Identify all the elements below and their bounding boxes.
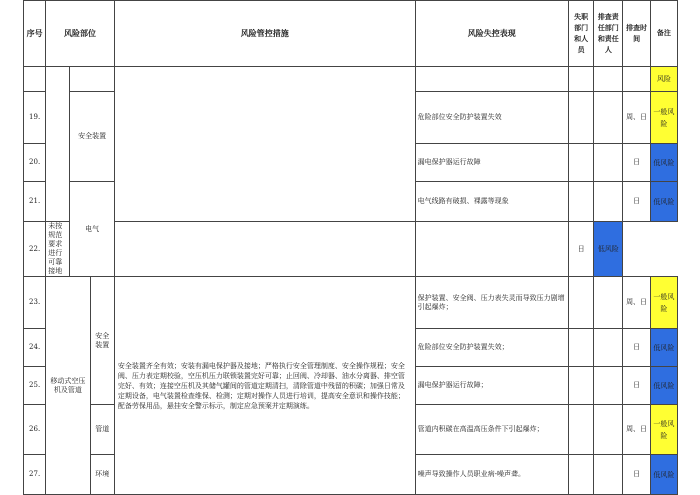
risk-badge: 低风险	[650, 329, 677, 367]
failure-cell: 管道内积碳在高温高压条件下引起爆炸；	[415, 405, 568, 455]
header-staff: 失职部门和人员	[568, 1, 593, 67]
group-electrical: 电气	[70, 182, 114, 277]
risk-badge: 一般风险	[650, 92, 677, 144]
table-row	[24, 67, 678, 92]
seq-cell: 21.	[24, 182, 46, 222]
seq-cell: 22.	[24, 222, 46, 277]
failure-cell: 噪声导致操作人员职业病-噪声聋。	[415, 455, 568, 495]
group-pipeline: 管道	[90, 405, 114, 455]
risk-badge: 风险	[650, 67, 677, 92]
header-risk-area: 风险部位	[46, 1, 115, 67]
risk-badge: 一般风险	[650, 405, 677, 455]
time-cell: 日	[623, 144, 650, 182]
time-cell: 日	[623, 367, 650, 405]
measures-cell-upper	[114, 67, 415, 222]
time-cell: 日	[568, 222, 593, 277]
seq-cell: 26.	[24, 405, 46, 455]
header-remark: 备注	[650, 1, 677, 67]
failure-cell: 漏电保护器运行故障	[415, 144, 568, 182]
risk-badge: 低风险	[650, 367, 677, 405]
time-cell: 日	[623, 455, 650, 495]
failure-cell: 漏电保护器运行故障；	[415, 367, 568, 405]
table-row	[24, 277, 678, 329]
failure-cell: 未按规范要求进行可靠接地	[46, 222, 70, 277]
group-safety-device: 安全装置	[70, 92, 114, 182]
group-safety-device: 安全装置	[90, 277, 114, 405]
header-seq: 序号	[24, 1, 46, 67]
risk-badge: 低风险	[650, 144, 677, 182]
risk-badge: 一般风险	[650, 277, 677, 329]
seq-cell: 19.	[24, 92, 46, 144]
risk-badge: 低风险	[594, 222, 623, 277]
failure-cell: 危险部位安全防护装置失效；	[415, 329, 568, 367]
seq-cell: 20.	[24, 144, 46, 182]
group-environment: 环境	[90, 455, 114, 495]
risk-badge: 低风险	[650, 455, 677, 495]
shared-measures-cell: 安全装置齐全有效；安装有漏电保护器及接地；严格执行安全管理制度、安全操作规程；安全阀、压力表定期校验，空压机压力联锁装置完好可靠；止回阀、冷却器、油水分离器、排空管完好、有效；连接空压机及其储气罐间的管道定期清扫，清除管道中残留的积碳；加强日常及定期设备，电气装置检查维保、检测；定期对操作人员进行培训，提高安全意识和操作技能；配备劳保用品，悬挂安全警示标示，制定应急预案并定期演练。	[114, 277, 415, 495]
risk-control-table	[23, 0, 678, 495]
failure-cell: 危险部位安全防护装置失效	[415, 92, 568, 144]
seq-cell: 25.	[24, 367, 46, 405]
time-cell: 周、日	[623, 277, 650, 329]
table-row	[24, 222, 678, 277]
time-cell: 日	[623, 329, 650, 367]
time-cell: 日	[623, 182, 650, 222]
seq-cell: 23.	[24, 277, 46, 329]
risk-badge: 低风险	[650, 182, 677, 222]
failure-cell: 保护装置、安全阀、压力表失灵而导致压力剧增引起爆炸；	[415, 277, 568, 329]
header-check-time: 排查时间	[623, 1, 650, 67]
time-cell: 周、日	[623, 92, 650, 144]
header-failure: 风险失控表现	[415, 1, 568, 67]
header-check-dept: 排查责任部门和责任人	[594, 1, 623, 67]
failure-cell: 电气线路有破损、裸露等现象	[415, 182, 568, 222]
time-cell: 周、日	[623, 405, 650, 455]
header-measures: 风险管控措施	[114, 1, 415, 67]
group-compressor: 移动式空压机及管道	[46, 277, 90, 495]
seq-cell: 27.	[24, 455, 46, 495]
header-row	[24, 1, 678, 67]
seq-cell: 24.	[24, 329, 46, 367]
